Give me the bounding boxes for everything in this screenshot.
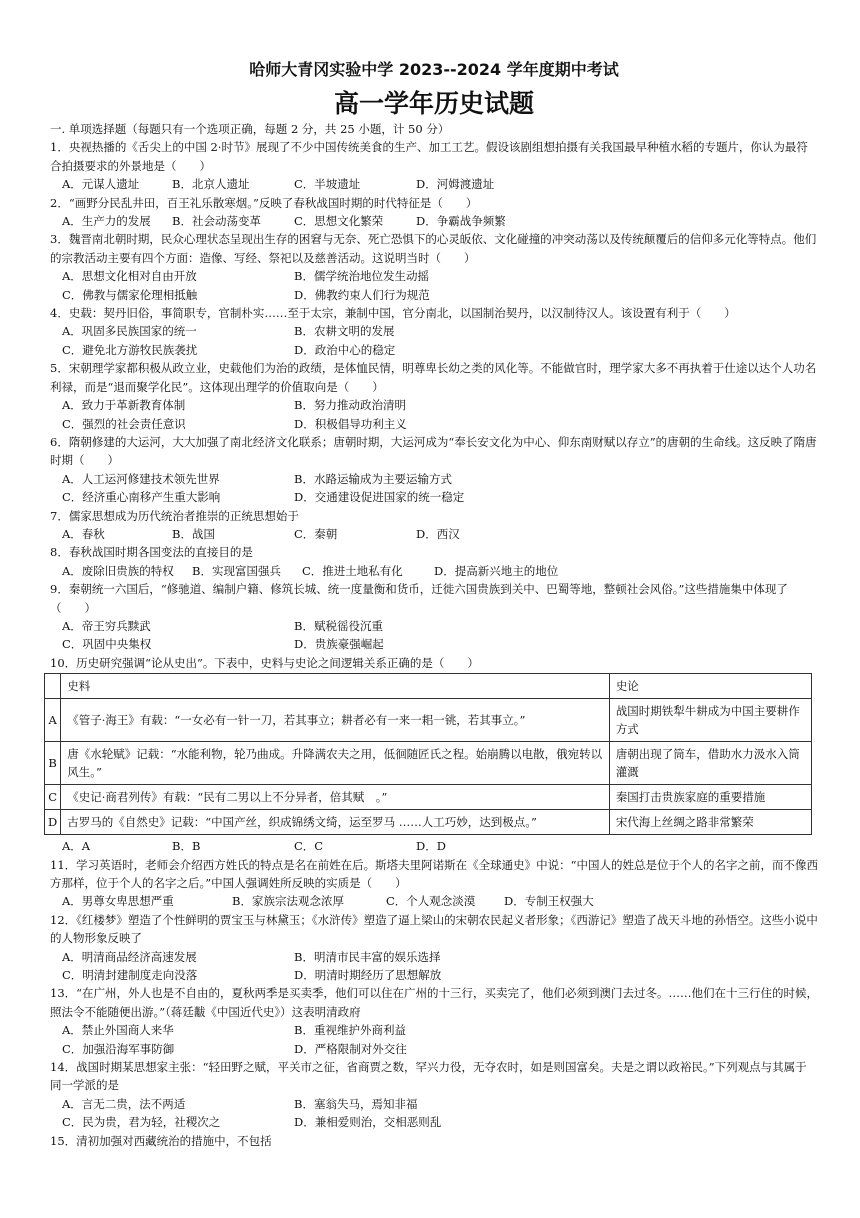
options	[62, 322, 818, 359]
option-c: C．思想文化繁荣	[294, 214, 384, 229]
option-c: C．明清封建制度走向没落	[62, 968, 198, 983]
source-table	[44, 673, 812, 835]
option-b: B．北京人遗址	[172, 177, 250, 192]
option-c: C．民为贵，君为轻，社稷次之	[62, 1115, 221, 1130]
option-d: D．D	[416, 839, 446, 854]
option-b: B．家族宗法观念浓厚	[232, 894, 344, 909]
row-source: 《史记·商君列传》有载：“民有二男以上不分异者，倍其赋 。”	[61, 785, 610, 810]
option-b: B．战国	[172, 526, 215, 541]
option-d: D．兼相爱则治，交相恶则乱	[294, 1115, 442, 1130]
option-c: C．秦朝	[294, 526, 338, 541]
option-a: A．帝王穷兵黩武	[62, 618, 151, 633]
option-a: A．人工运河修建技术领先世界	[62, 471, 220, 486]
option-d: D．明清时期经历了思想解放	[294, 968, 442, 983]
question-12	[50, 911, 818, 985]
option-c: C．个人观念淡漠	[386, 894, 476, 909]
row-label: A	[45, 699, 61, 742]
option-c: C．避免北方游牧民族袭扰	[62, 342, 198, 357]
option-d: D．提高新兴地主的地位	[434, 563, 559, 578]
options	[62, 837, 818, 855]
option-c: C．巩固中央集权	[62, 637, 152, 652]
question-stem: 7．儒家思想成为历代统治者推崇的正统思想始于	[50, 508, 299, 523]
options	[62, 1021, 818, 1058]
option-b: B．赋税徭役沉重	[294, 618, 383, 633]
option-d: D．西汉	[416, 526, 460, 541]
option-b: B．努力推动政治清明	[294, 398, 406, 413]
table-row	[45, 742, 812, 785]
option-a: A．A	[62, 839, 91, 854]
option-a: A．元谋人遗址	[62, 177, 140, 192]
option-d: D．交通建设促进国家的统一稳定	[294, 490, 465, 505]
question-11	[50, 856, 818, 911]
question-stem: 15．清初加强对西藏统治的措施中，不包括	[50, 1133, 272, 1148]
option-d: D．政治中心的稳定	[294, 342, 396, 357]
table-header-cell	[45, 674, 61, 699]
option-c: C．经济重心南移产生重大影响	[62, 490, 221, 505]
option-c: C．佛教与儒家伦理相抵触	[62, 287, 198, 302]
table-header-cell: 史料	[61, 674, 610, 699]
option-c: C．推进土地私有化	[302, 563, 403, 578]
question-4	[50, 304, 818, 359]
options	[62, 396, 818, 433]
option-b: B．明清市民丰富的娱乐选择	[294, 949, 441, 964]
table-header-cell: 史论	[609, 674, 811, 699]
option-a: A．男尊女卑思想严重	[62, 894, 174, 909]
option-b: B．实现富国强兵	[192, 563, 281, 578]
option-b: B．农耕文明的发展	[294, 324, 395, 339]
question-stem: 10．历史研究强调“论从史出”。下表中，史料与史论之间逻辑关系正确的是（ ）	[50, 655, 479, 670]
row-label: C	[45, 785, 61, 810]
option-a: A．生产力的发展	[62, 214, 151, 229]
question-stem: 11．学习英语时，老师会介绍西方姓氏的特点是名在前姓在后。斯塔夫里阿诺斯在《全球通史》中说：“中国人的姓总是位于个人的名字之前，而不像西方那样，位于个人的名字之后。”中国人强调姓所反映的实质是（ ）	[50, 857, 819, 890]
options	[62, 267, 818, 304]
question-15	[50, 1132, 818, 1150]
option-b: B．重视维护外商利益	[294, 1023, 406, 1038]
row-source: 唐《水轮赋》记载：“水能利物，轮乃曲成。升降满农夫之用，低徊随匠氏之程。始崩腾以电散，俄宛转以风生。”	[61, 742, 610, 785]
question-14	[50, 1058, 818, 1132]
option-a: A．致力于革新教育体制	[62, 398, 186, 413]
options	[62, 1095, 818, 1132]
option-d: D．争霸战争频繁	[416, 214, 506, 229]
question-9	[50, 580, 818, 654]
option-b: B．儒学统治地位发生动摇	[294, 269, 429, 284]
question-3	[50, 230, 818, 304]
question-stem: 13．“在广州，外人也是不自由的，夏秋两季是买卖季，他们可以住在广州的十三行，买卖完了，他们必须到澳门去过冬。……他们在十三行住的时候，照法令不能随便出游。”（蒋廷黻《中国近代史》）这表明清政府	[50, 986, 819, 1019]
option-a: A．巩固多民族国家的统一	[62, 324, 197, 339]
options	[62, 212, 818, 230]
row-label: D	[45, 810, 61, 835]
option-b: B．B	[172, 839, 201, 854]
options	[62, 948, 818, 985]
row-conclusion: 宋代海上丝绸之路非常繁荣	[609, 810, 811, 835]
question-8	[50, 543, 818, 580]
table-header-row	[45, 674, 812, 699]
question-stem: 2．“画野分民乱井田，百王礼乐散寒烟。”反映了春秋战国时期的时代特征是（ ）	[50, 195, 478, 210]
options	[62, 562, 818, 580]
question-13	[50, 984, 818, 1058]
option-b: B．社会动荡变革	[172, 214, 261, 229]
option-c: C．加强沿海军事防御	[62, 1041, 175, 1056]
question-2	[50, 194, 818, 231]
question-6	[50, 433, 818, 507]
option-c: C．强烈的社会责任意识	[62, 416, 186, 431]
exam-title: 高一学年历史试题	[333, 89, 534, 118]
option-a: A．禁止外国商人来华	[62, 1023, 174, 1038]
row-source: 《管子·海王》有载：“一女必有一针一刀，若其事立；耕者必有一来一耜一铫，若其事立。”	[61, 699, 610, 742]
question-stem: 9．秦朝统一六国后，“修驰道、编制户籍、修筑长城、统一度量衡和货币，迁徙六国贵族到关中、巴蜀等地，整顿社会风俗。”这些措施集中体现了（ ）	[50, 582, 788, 615]
row-label: B	[45, 742, 61, 785]
table-row	[45, 699, 812, 742]
question-stem: 4．史载：契丹旧俗，事简职专，官制朴实……至于太宗，兼制中国，官分南北，以国制治契丹，以汉制待汉人。该设置有利于（ ）	[50, 306, 736, 321]
option-d: D．贵族豪强崛起	[294, 637, 384, 652]
option-d: D．严格限制对外交往	[294, 1041, 407, 1056]
question-stem: 14．战国时期某思想家主张：“轻田野之赋，平关市之征，省商贾之数，罕兴力役，无夺农时，如是则国富矣。夫是之谓以政裕民。”下列观点与其属于同一学派的是	[50, 1060, 807, 1093]
options	[62, 175, 818, 193]
question-stem: 8．春秋战国时期各国变法的直接目的是	[50, 545, 253, 560]
table-row	[45, 785, 812, 810]
option-a: A．言无二贵，法不两适	[62, 1096, 186, 1111]
option-a: A．明清商品经济高速发展	[62, 949, 197, 964]
row-conclusion: 战国时期铁犁牛耕成为中国主要耕作方式	[609, 699, 811, 742]
question-stem: 5．宋朝理学家都积极从政立业，史载他们为治的政绩，是体恤民情，明尊卑长幼之类的风化等。不能做官时，理学家大多不再执着于仕途以达个人功名利禄，而是“退而聚学化民”。这体现出理学的价值取向是（ ）	[50, 361, 817, 394]
exam-page	[50, 58, 818, 1150]
options	[62, 617, 818, 654]
question-stem: 1．央视热播的《舌尖上的中国 2·时节》展现了不少中国传统美食的生产、加工工艺。假设该剧组想拍摄有关我国最早种植水稻的专题片，你认为最符合拍摄要求的外景地是（ ）	[50, 140, 808, 173]
question-7	[50, 507, 818, 544]
option-b: B．塞翁失马，焉知非福	[294, 1096, 418, 1111]
option-a: A．春秋	[62, 526, 105, 541]
school-header: 哈师大青冈实验中学 2023--2024 学年度期中考试	[249, 60, 619, 79]
option-d: D．积极倡导功利主义	[294, 416, 407, 431]
question-stem: 3．魏晋南北朝时期，民众心理状态呈现出生存的困窘与无奈、死亡恐惧下的心灵皈依、文化碰撞的冲突动荡以及传统颠覆后的信仰多元化等特点。他们的宗教活动主要有四个方面：造像、写经、祭祀以及慈善活动。这说明当时（ ）	[50, 232, 817, 265]
options	[62, 525, 818, 543]
section-heading: 一. 单项选择题（每题只有一个选项正确，每题 2 分，共 25 小题，计 50 分）	[50, 122, 450, 136]
option-c: C．C	[294, 839, 324, 854]
options	[62, 892, 818, 910]
question-stem: 12．《红楼梦》塑造了个性鲜明的贾宝玉与林黛玉；《水浒传》塑造了逼上梁山的宋朝农民起义者形象；《西游记》塑造了战天斗地的孙悟空。这些小说中的人物形象反映了	[50, 912, 818, 946]
question-5	[50, 359, 818, 433]
option-b: B．水路运输成为主要运输方式	[294, 471, 452, 486]
option-a: A．废除旧贵族的特权	[62, 563, 174, 578]
row-conclusion: 秦国打击贵族家庭的重要措施	[609, 785, 811, 810]
option-d: D．专制王权强大	[504, 894, 594, 909]
option-d: D．佛教约束人们行为规范	[294, 287, 430, 302]
question-1	[50, 138, 818, 193]
option-a: A．思想文化相对自由开放	[62, 269, 197, 284]
option-d: D．河姆渡遗址	[416, 177, 495, 192]
options	[62, 470, 818, 507]
question-10	[50, 654, 818, 856]
option-c: C．半坡遗址	[294, 177, 361, 192]
table-row	[45, 810, 812, 835]
row-source: 古罗马的《自然史》记载：“中国产丝，织成锦绣文绮，运至罗马 ……人工巧妙，达到极点。”	[61, 810, 610, 835]
row-conclusion: 唐朝出现了筒车，借助水力汲水入筒灌溉	[609, 742, 811, 785]
question-stem: 6．隋朝修建的大运河，大大加强了南北经济文化联系；唐朝时期，大运河成为“奉长安文化为中心、仰东南财赋以存立”的唐朝的生命线。这反映了隋唐时期（ ）	[50, 434, 817, 468]
